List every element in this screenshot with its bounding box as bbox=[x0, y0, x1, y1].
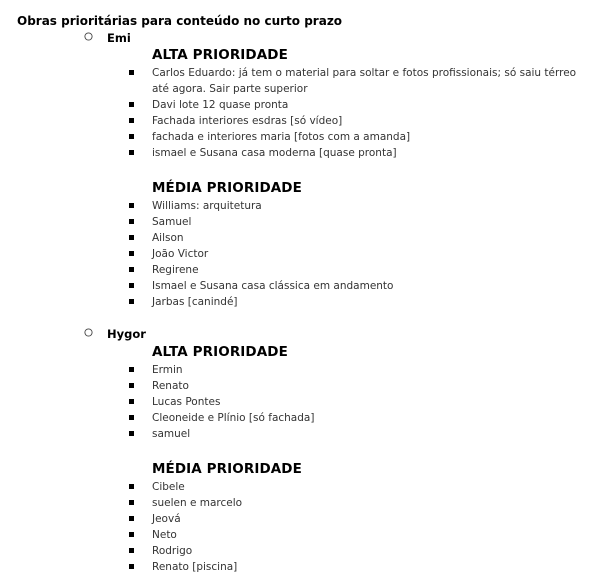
square-bullet-icon bbox=[129, 516, 134, 521]
person-name: Emi bbox=[107, 31, 131, 45]
circle-bullet-icon bbox=[84, 328, 92, 336]
priority-list bbox=[0, 198, 592, 310]
square-bullet-icon bbox=[129, 251, 134, 256]
priority-list bbox=[0, 479, 592, 575]
list-item bbox=[0, 278, 592, 294]
list-item-text: Carlos Eduardo: já tem o material para soltar e fotos profissionais; só saiu térreo até agora. Sair parte superior bbox=[152, 67, 577, 95]
list-item-text: Davi lote 12 quase pronta bbox=[152, 99, 289, 111]
person-heading-hygor bbox=[84, 327, 146, 341]
list-item-text: samuel bbox=[152, 428, 191, 440]
square-bullet-icon bbox=[129, 431, 134, 436]
list-item-text: suelen e marcelo bbox=[152, 497, 243, 509]
list-item-text: Williams: arquitetura bbox=[152, 200, 262, 212]
list-item-text: Rodrigo bbox=[152, 545, 193, 557]
list-item-text: ismael e Susana casa moderna [quase pronta] bbox=[152, 147, 397, 159]
list-item-text: Jeová bbox=[152, 513, 181, 525]
square-bullet-icon bbox=[129, 70, 134, 75]
list-item bbox=[0, 527, 592, 543]
list-item-text: Cleoneide e Plínio [só fachada] bbox=[152, 412, 315, 424]
list-item bbox=[0, 230, 592, 246]
list-item bbox=[0, 198, 592, 214]
square-bullet-icon bbox=[129, 548, 134, 553]
square-bullet-icon bbox=[129, 484, 134, 489]
list-item bbox=[0, 479, 592, 495]
square-bullet-icon bbox=[129, 299, 134, 304]
list-item bbox=[0, 362, 592, 378]
priority-list bbox=[0, 65, 592, 161]
square-bullet-icon bbox=[129, 267, 134, 272]
square-bullet-icon bbox=[129, 367, 134, 372]
section-heading-alta-prioridade: ALTA PRIORIDADE bbox=[152, 344, 288, 360]
list-item bbox=[0, 559, 592, 575]
list-item-text: João Victor bbox=[152, 248, 209, 260]
list-item-text: Fachada interiores esdras [só vídeo] bbox=[152, 115, 343, 127]
list-item-text: Renato bbox=[152, 380, 189, 392]
person-name: Hygor bbox=[107, 327, 146, 341]
list-item bbox=[0, 97, 592, 113]
square-bullet-icon bbox=[129, 415, 134, 420]
square-bullet-icon bbox=[129, 383, 134, 388]
square-bullet-icon bbox=[129, 399, 134, 404]
list-item bbox=[0, 511, 592, 527]
section-heading-media-prioridade: MÉDIA PRIORIDADE bbox=[152, 461, 302, 477]
list-item bbox=[0, 214, 592, 230]
list-item bbox=[0, 65, 592, 97]
document-title: Obras prioritárias para conteúdo no curto prazo bbox=[17, 14, 343, 28]
list-item-text: Jarbas [canindé] bbox=[152, 296, 238, 308]
square-bullet-icon bbox=[129, 118, 134, 123]
list-item bbox=[0, 113, 592, 129]
section-heading-alta-prioridade: ALTA PRIORIDADE bbox=[152, 47, 288, 63]
square-bullet-icon bbox=[129, 532, 134, 537]
list-item bbox=[0, 410, 592, 426]
circle-bullet-icon bbox=[84, 32, 92, 40]
square-bullet-icon bbox=[129, 102, 134, 107]
list-item-text: Ailson bbox=[152, 232, 184, 244]
square-bullet-icon bbox=[129, 235, 134, 240]
list-item-text: Samuel bbox=[152, 216, 192, 228]
list-item bbox=[0, 294, 592, 310]
list-item bbox=[0, 426, 592, 442]
list-item bbox=[0, 543, 592, 559]
priority-list bbox=[0, 362, 592, 442]
list-item bbox=[0, 129, 592, 145]
square-bullet-icon bbox=[129, 219, 134, 224]
square-bullet-icon bbox=[129, 500, 134, 505]
list-item bbox=[0, 394, 592, 410]
list-item-text: Lucas Pontes bbox=[152, 396, 221, 408]
square-bullet-icon bbox=[129, 150, 134, 155]
section-heading-media-prioridade: MÉDIA PRIORIDADE bbox=[152, 180, 302, 196]
list-item-text: Ismael e Susana casa clássica em andamento bbox=[152, 280, 394, 292]
list-item bbox=[0, 262, 592, 278]
square-bullet-icon bbox=[129, 283, 134, 288]
list-item bbox=[0, 145, 592, 161]
list-item-text: Ermin bbox=[152, 364, 183, 376]
square-bullet-icon bbox=[129, 564, 134, 569]
square-bullet-icon bbox=[129, 203, 134, 208]
list-item-text: Regirene bbox=[152, 264, 199, 276]
list-item bbox=[0, 246, 592, 262]
list-item-text: fachada e interiores maria [fotos com a amanda] bbox=[152, 131, 411, 143]
list-item-text: Neto bbox=[152, 529, 177, 541]
list-item-text: Renato [piscina] bbox=[152, 561, 238, 573]
list-item bbox=[0, 495, 592, 511]
list-item-text: Cibele bbox=[152, 481, 185, 493]
person-heading-emi bbox=[84, 31, 131, 45]
square-bullet-icon bbox=[129, 134, 134, 139]
list-item bbox=[0, 378, 592, 394]
